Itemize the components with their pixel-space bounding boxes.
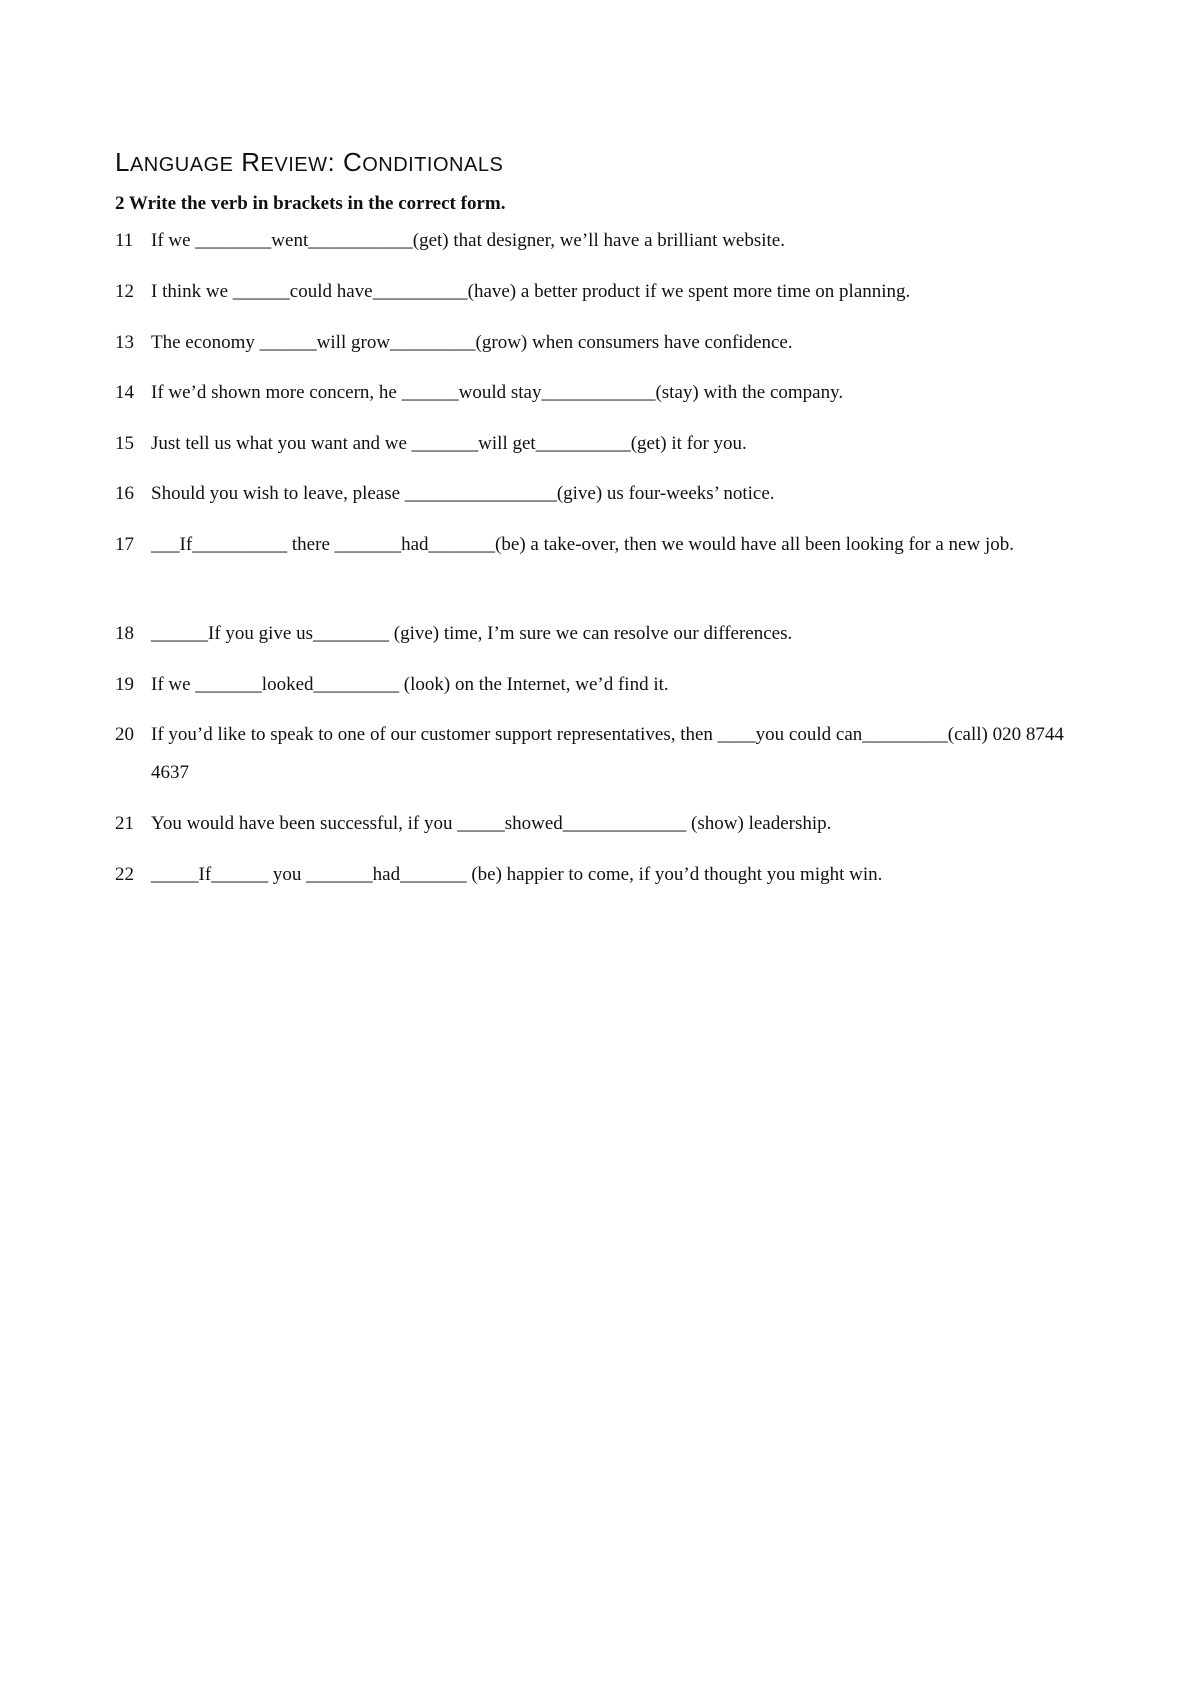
title-word: EVIEW (260, 154, 328, 176)
exercise-item (115, 666, 1095, 704)
exercise-item (115, 716, 1095, 792)
exercise-item (115, 324, 1095, 362)
item-number: 12 (115, 281, 134, 302)
item-text: If we’d shown more concern, he ______would stay____________(stay) with the company. (151, 382, 844, 403)
exercise-item (115, 615, 1095, 653)
item-text: _____If______ you _______had_______ (be) happier to come, if you’d thought you might win. (151, 864, 883, 885)
exercise-instruction: 2 Write the verb in brackets in the correct form. (115, 193, 506, 214)
item-number: 16 (115, 483, 134, 504)
item-text: You would have been successful, if you _____showed_____________ (show) leadership. (151, 813, 832, 834)
item-text: I think we ______could have__________(have) a better product if we spent more time on planning. (151, 281, 911, 302)
exercise-item (115, 222, 1095, 260)
item-number: 20 (115, 724, 134, 745)
item-number: 19 (115, 674, 134, 695)
item-number: 21 (115, 813, 134, 834)
item-text: Just tell us what you want and we _______will get__________(get) it for you. (151, 433, 747, 454)
title-colon: : (327, 147, 336, 177)
title-word: ANGUAGE (129, 154, 234, 176)
item-text: The economy ______will grow_________(grow) when consumers have confidence. (151, 332, 793, 353)
title-initial: C (342, 147, 363, 177)
title-word: ONDITIONALS (362, 154, 504, 176)
title-initial: L (115, 147, 130, 177)
item-text: ______If you give us________ (give) time, I’m sure we can resolve our differences. (151, 623, 793, 644)
item-text: ___If__________ there _______had_______(be) a take-over, then we would have all been looking for a new job. (151, 534, 1014, 555)
exercise-item (115, 856, 1095, 894)
page-title (115, 147, 503, 178)
item-number: 15 (115, 433, 134, 454)
item-text: Should you wish to leave, please ________________(give) us four-weeks’ notice. (151, 483, 775, 504)
item-number: 22 (115, 864, 134, 885)
item-text: If we _______looked_________ (look) on the Internet, we’d find it. (151, 674, 669, 695)
title-initial: R (241, 147, 261, 177)
item-text: If you’d like to speak to one of our customer support representatives, then ____you could can_________(call) 020 8744 4637 (151, 724, 1069, 783)
exercise-item (115, 273, 1095, 311)
item-text: If we ________went___________(get) that designer, we’ll have a brilliant website. (151, 230, 785, 251)
exercise-item (115, 475, 1095, 513)
item-number: 11 (115, 230, 134, 251)
item-number: 14 (115, 382, 134, 403)
item-number: 17 (115, 534, 134, 555)
exercise-item (115, 425, 1095, 463)
exercise-item (115, 374, 1095, 412)
item-number: 13 (115, 332, 134, 353)
exercise-item (115, 805, 1095, 843)
exercise-item (115, 526, 1095, 564)
item-number: 18 (115, 623, 134, 644)
